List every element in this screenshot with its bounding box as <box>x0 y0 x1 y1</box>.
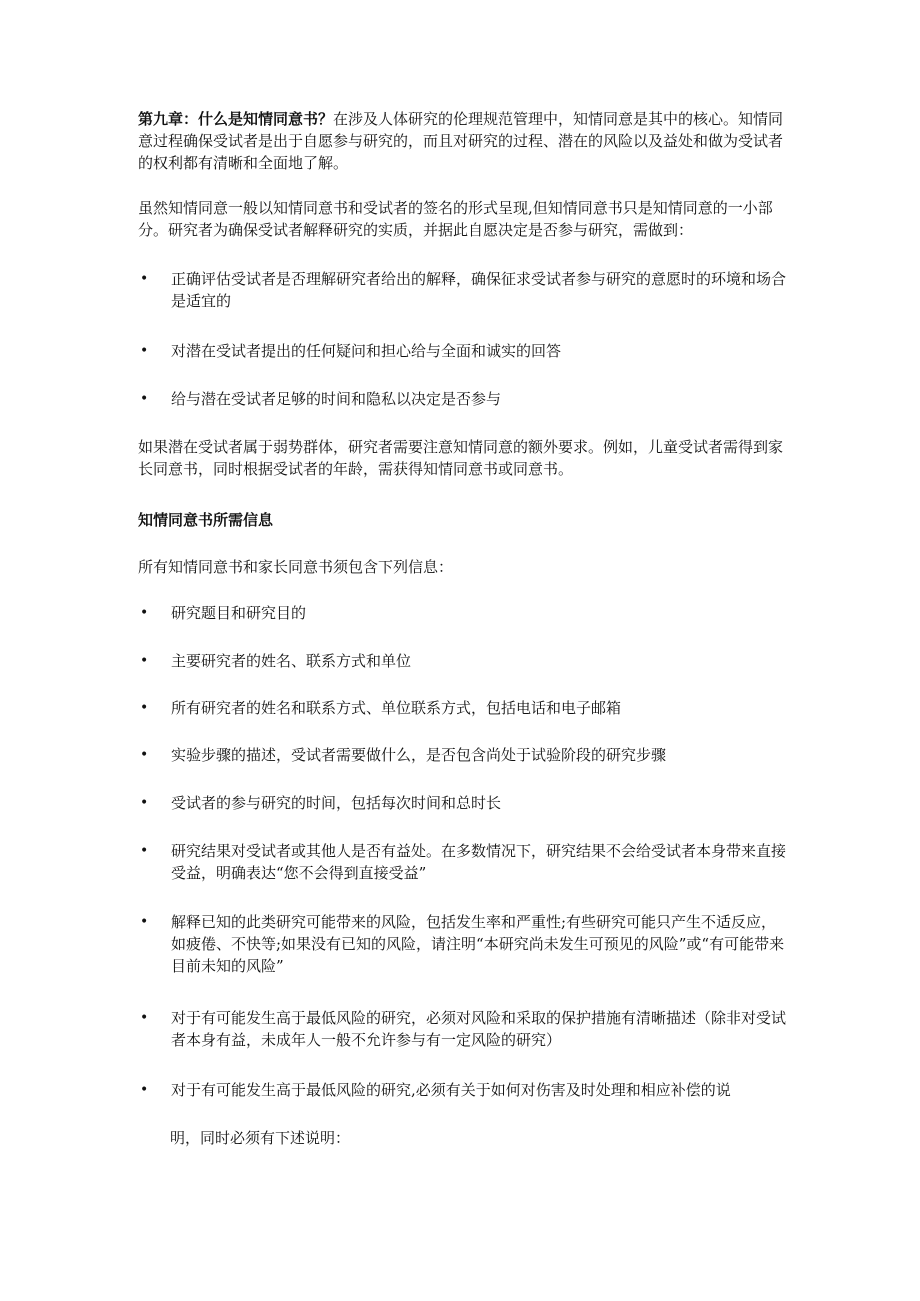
list-item-text: 研究题目和研究目的 <box>171 604 307 622</box>
list-item-text: 受试者的参与研究的时间，包括每次时间和总时长 <box>171 794 502 812</box>
list-item-text: 正确评估受试者是否理解研究者给出的解释，确保征求受试者参与研究的意愿时的环境和场合是适宜的 <box>171 270 787 310</box>
bullet-icon: • <box>140 914 149 930</box>
bullet-icon: • <box>140 747 149 763</box>
list-item-text: 研究结果对受试者或其他人是否有益处。在多数情况下，研究结果不会给受试者本身带来直接受益，明确表达“您不会得到直接受益” <box>171 842 787 882</box>
bullet-icon: • <box>140 343 149 359</box>
paragraph-2: 虽然知情同意一般以知情同意书和受试者的签名的形式呈现,但知情同意书只是知情同意的一小部分。研究者为确保受试者解释研究的实质，并据此自愿决定是否参与研究，需做到： <box>138 199 773 239</box>
list-item-text: 解释已知的此类研究可能带来的风险，包括发生率和严重性;有些研究可能只产生不适反应，如疲倦、不快等;如果没有已知的风险，请注明“本研究尚未发生可预见的风险”或“有可能带来目前未知的风险” <box>171 913 785 975</box>
bullet-icon: • <box>140 700 149 716</box>
intro-paragraph <box>138 108 788 174</box>
list-item-text: 对于有可能发生高于最低风险的研究，必须对风险和采取的保护措施有清晰描述（除非对受试者本身有益，未成年人一般不允许参与有一定风险的研究） <box>171 1009 787 1049</box>
paragraph-4: 所有知情同意书和家长同意书须包含下列信息： <box>138 558 454 576</box>
intro-text: 在涉及人体研究的伦理规范管理中，知情同意是其中的核心。知情同意过程确保受试者是出于自愿参与研究的，而且对研究的过程、潜在的风险以及益处和做为受试者的权利都有清晰和全面地了解。 <box>138 110 784 172</box>
bullet-icon: • <box>140 653 149 669</box>
list-item-text: 对于有可能发生高于最低风险的研究,必须有关于如何对伤害及时处理和相应补偿的说 <box>171 1081 731 1099</box>
section-heading: 知情同意书所需信息 <box>138 511 274 529</box>
list-item-text: 所有研究者的姓名和联系方式、单位联系方式，包括电话和电子邮箱 <box>171 699 622 717</box>
chapter-title: 第九章：什么是知情同意书？ <box>138 110 334 128</box>
paragraph-3: 如果潜在受试者属于弱势群体，研究者需要注意知情同意的额外要求。例如，儿童受试者需得到家长同意书，同时根据受试者的年龄，需获得知情同意书或同意书。 <box>138 438 784 478</box>
list-item-text: 给与潜在受试者足够的时间和隐私以决定是否参与 <box>171 390 502 408</box>
bullet-icon: • <box>140 391 149 407</box>
bullet-icon: • <box>140 843 149 859</box>
bullet-icon: • <box>140 1082 149 1098</box>
bullet-icon: • <box>140 1010 149 1026</box>
list-item-text: 对潜在受试者提出的任何疑问和担心给与全面和诚实的回答 <box>171 342 562 360</box>
bullet-icon: • <box>140 605 149 621</box>
list-item-text: 主要研究者的姓名、联系方式和单位 <box>171 652 412 670</box>
bullet-icon: • <box>140 271 149 287</box>
list-item-text: 实验步骤的描述，受试者需要做什么，是否包含尚处于试验阶段的研究步骤 <box>171 746 667 764</box>
list-item-continuation: 明，同时必须有下述说明： <box>170 1129 351 1147</box>
bullet-icon: • <box>140 795 149 811</box>
